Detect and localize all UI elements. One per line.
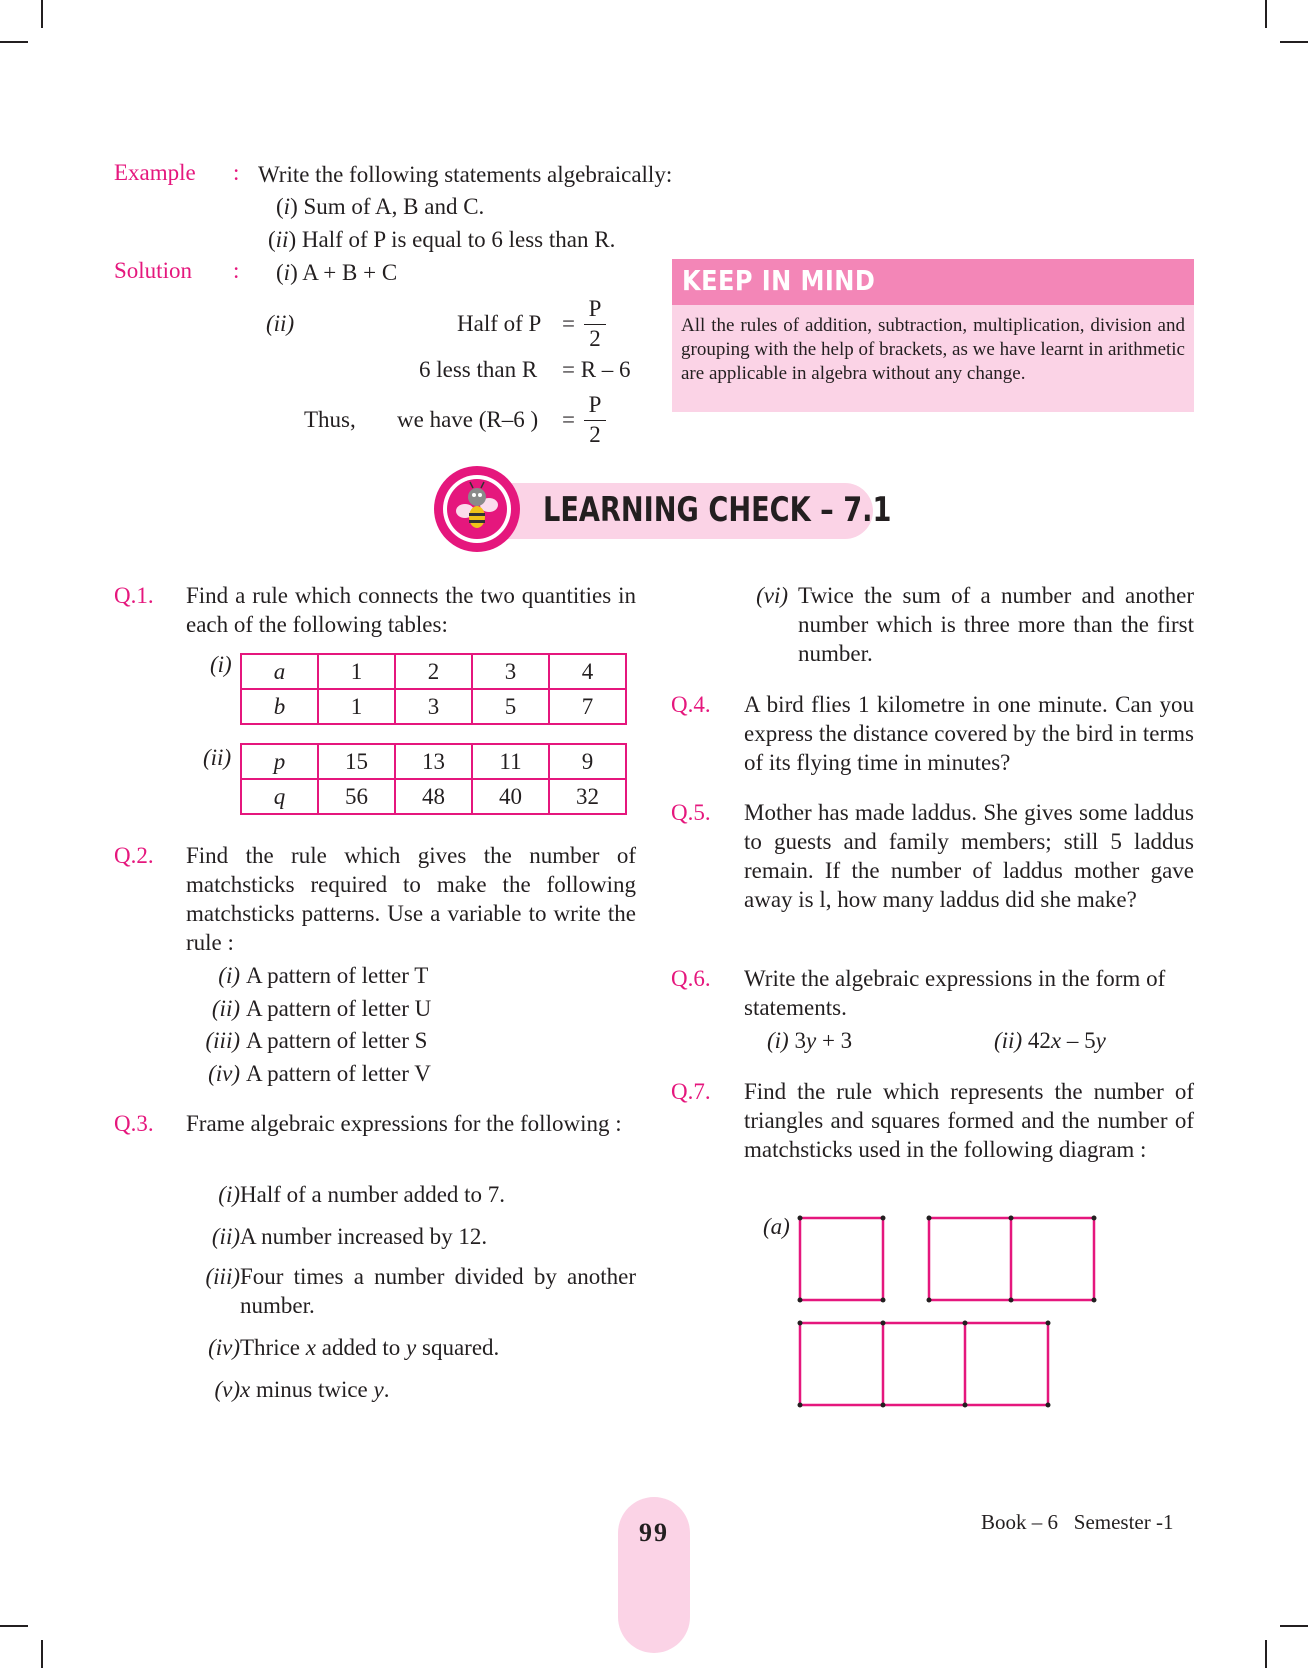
half-of-p-label: Half of P	[457, 311, 542, 336]
semester-label: Semester -1	[1073, 1510, 1174, 1534]
text-part: added to	[321, 1335, 401, 1360]
table-cell: a	[241, 654, 318, 689]
item-number: (ii)	[994, 1028, 1023, 1053]
bee-mascot-icon	[443, 475, 511, 543]
item-text: A pattern of letter S	[246, 1028, 428, 1053]
q1-table-ii	[240, 743, 627, 815]
table-cell: 3	[472, 654, 549, 689]
part-text: Sum of A, B and C.	[303, 194, 485, 219]
text-part: minus twice	[255, 1377, 368, 1402]
example-colon: :	[233, 160, 240, 185]
item-text: A number increased by 12.	[240, 1224, 488, 1249]
matchstick-diagram	[790, 1210, 1102, 1416]
example-label: Example	[114, 160, 196, 185]
table-cell: 1	[318, 689, 395, 724]
q1-table-i	[240, 653, 627, 725]
item-number: (ii)	[211, 995, 240, 1021]
thus-label: Thus,	[304, 407, 356, 432]
item-number: (iii)	[205, 1264, 240, 1289]
equals-sign: =	[562, 311, 575, 336]
crop-mark	[41, 1640, 43, 1668]
item-text: Four times a number divided by another number.	[240, 1264, 636, 1318]
table-cell: 4	[549, 654, 626, 689]
table-cell: 13	[395, 744, 472, 779]
table-cell: p	[241, 744, 318, 779]
question-number: Q.7.	[671, 1079, 711, 1104]
denominator: 2	[589, 422, 601, 447]
list-item	[195, 960, 455, 993]
variable: y	[406, 1335, 417, 1360]
solution-colon: :	[233, 258, 240, 283]
keep-in-mind-box	[672, 259, 1194, 412]
page-number: 99	[639, 1518, 669, 1547]
q2-items	[195, 960, 455, 1090]
question-text: Frame algebraic expressions for the following :	[186, 1111, 622, 1136]
item-number: (v)	[214, 1377, 240, 1402]
q6-part-i	[767, 1026, 852, 1055]
text-part: 42	[1027, 1028, 1051, 1053]
variable: x	[305, 1335, 316, 1360]
example-part-i: (i) Sum of A, B and C.	[276, 194, 485, 219]
question-text: Write the algebraic expressions in the form of statements.	[744, 966, 1166, 1020]
six-less-than-r-label: 6 less than R	[419, 357, 538, 382]
table-cell: 1	[318, 654, 395, 689]
item-text: A pattern of letter U	[246, 995, 432, 1021]
matchstick-square-1	[800, 1218, 883, 1300]
table-cell: 3	[395, 689, 472, 724]
we-have-label: we have (R–6 )	[397, 407, 539, 432]
table-label: (i)	[210, 652, 232, 677]
text-part: – 5	[1066, 1028, 1096, 1053]
table-cell: b	[241, 689, 318, 724]
table-cell: 9	[549, 744, 626, 779]
text-part: + 3	[821, 1028, 853, 1053]
variable: x	[1050, 1028, 1062, 1053]
crop-mark	[1265, 1640, 1267, 1668]
keep-in-mind-title: KEEP IN MIND	[682, 264, 876, 297]
text-part: 3	[794, 1028, 806, 1053]
item-text: A pattern of letter T	[246, 963, 429, 988]
question-number: Q.5.	[671, 800, 711, 825]
table-cell: q	[241, 779, 318, 814]
question-number: Q.6.	[671, 966, 711, 991]
fraction-p-over-2	[584, 294, 606, 353]
crop-mark	[1280, 41, 1308, 43]
footer-book-info	[981, 1510, 1174, 1535]
question-text: A bird flies 1 kilometre in one minute. Can you express the distance covered by the bird in terms of its flying time in minutes?	[744, 692, 1194, 775]
list-item	[195, 993, 455, 1026]
numerator: P	[584, 390, 606, 421]
solution-part-i: (i) A + B + C	[276, 260, 398, 285]
text-part: Thrice	[240, 1335, 301, 1360]
question-text: Find the rule which gives the number of matchsticks required to make the following matchsticks patterns. Use a variable to write the rule :	[186, 843, 636, 955]
table-cell: 48	[395, 779, 472, 814]
matchstick-squares-3	[800, 1323, 1048, 1405]
table-cell: 40	[472, 779, 549, 814]
fraction-p-over-2	[584, 390, 606, 449]
text-part: .	[383, 1377, 390, 1402]
question-number: Q.4.	[671, 692, 711, 717]
r-minus-6: = R – 6	[562, 357, 631, 382]
table-row	[241, 744, 626, 779]
part-text: Half of P is equal to 6 less than R.	[301, 227, 616, 252]
variable: y	[1095, 1028, 1106, 1053]
table-cell: 7	[549, 689, 626, 724]
item-text	[240, 1375, 389, 1404]
table-row	[241, 654, 626, 689]
list-item	[195, 1058, 455, 1091]
item-text: Half of a number added to 7.	[240, 1182, 506, 1207]
list-item	[195, 1025, 455, 1058]
keep-in-mind-header	[672, 259, 1194, 305]
crop-mark	[1280, 1625, 1308, 1627]
table-cell: 15	[318, 744, 395, 779]
part-number: i	[283, 194, 291, 219]
table-cell: 2	[395, 654, 472, 689]
question-text: Find a rule which connects the two quantities in each of the following tables:	[186, 583, 636, 637]
item-number: (i)	[218, 1182, 240, 1207]
variable: y	[805, 1028, 817, 1053]
example-part-ii: (ii) Half of P is equal to 6 less than R.	[268, 227, 616, 252]
variable: x	[240, 1377, 251, 1402]
crop-mark	[0, 41, 28, 43]
variable: y	[373, 1377, 384, 1402]
solution-label: Solution	[114, 258, 192, 283]
item-number: (iii)	[205, 1028, 240, 1053]
crop-mark	[0, 1625, 28, 1627]
question-number: Q.1.	[114, 583, 154, 608]
item-number: (vi)	[756, 583, 788, 608]
part-number: i	[283, 260, 291, 285]
question-number: Q.3.	[114, 1111, 154, 1136]
figure-label: (a)	[763, 1214, 790, 1239]
table-cell: 11	[472, 744, 549, 779]
table-row	[241, 689, 626, 724]
question-text: Mother has made laddus. She gives some laddus to guests and family members; still 5 laddus remain. If the number of laddus mother gave away is l, how many laddus did she make?	[744, 800, 1194, 912]
item-number: (iv)	[208, 1060, 240, 1086]
denominator: 2	[589, 326, 601, 351]
numerator: P	[584, 294, 606, 325]
item-text	[240, 1333, 499, 1362]
item-text: Twice the sum of a number and another number which is three more than the first number.	[798, 583, 1194, 666]
q6-part-ii	[994, 1026, 1106, 1055]
table-cell: 56	[318, 779, 395, 814]
table-cell: 5	[472, 689, 549, 724]
item-number: (i)	[767, 1028, 789, 1053]
text-part: squared.	[422, 1335, 500, 1360]
keep-in-mind-text: All the rules of addition, subtraction, multiplication, division and grouping with the help of brackets, as we have learnt in arithmetic are applicable in algebra without any change.	[681, 315, 1185, 384]
equals-sign: =	[562, 407, 575, 432]
example-statement: Write the following statements algebraically:	[258, 162, 673, 187]
item-text: A pattern of letter V	[246, 1060, 431, 1086]
book-label: Book – 6	[981, 1510, 1059, 1534]
item-number: (ii)	[211, 1224, 240, 1249]
crop-mark	[1265, 0, 1267, 28]
table-label: (ii)	[203, 745, 232, 770]
part-text: A + B + C	[302, 260, 398, 285]
learning-check-title: LEARNING CHECK – 7.1	[543, 490, 892, 530]
question-number: Q.2.	[114, 843, 154, 868]
crop-mark	[41, 0, 43, 28]
table-cell: 32	[549, 779, 626, 814]
table-row	[241, 779, 626, 814]
item-number: (iv)	[208, 1335, 240, 1360]
solution-part-ii-number: (ii)	[266, 311, 295, 336]
item-number: (i)	[218, 963, 240, 988]
part-number: ii	[275, 227, 289, 252]
question-text: Find the rule which represents the number of triangles and squares formed and the number of matchsticks used in the following diagram :	[744, 1079, 1194, 1162]
